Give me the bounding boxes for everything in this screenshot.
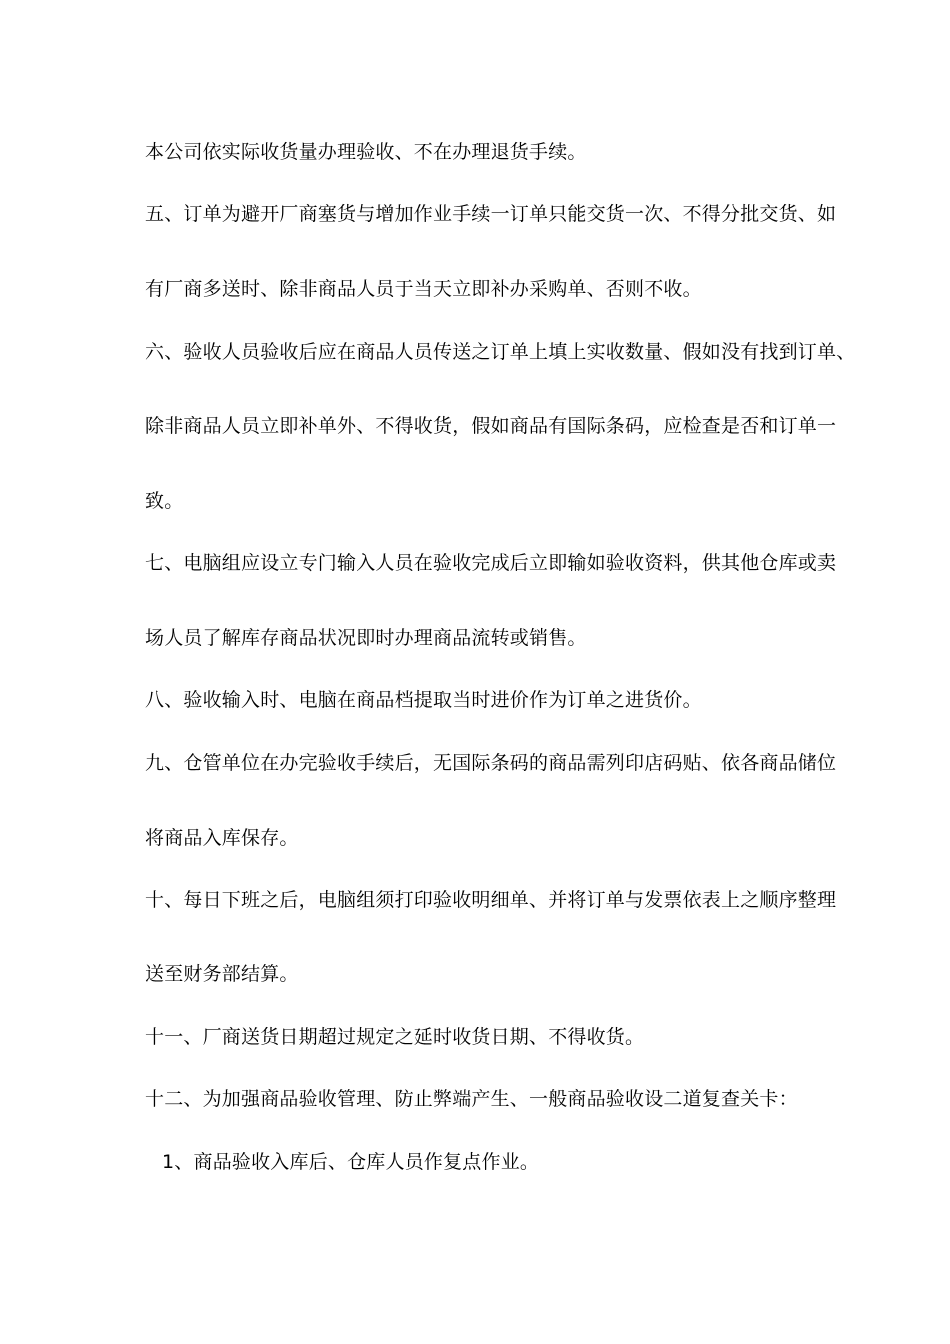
paragraph-line: 十、每日下班之后，电脑组须打印验收明细单、并将订单与发票依表上之顺序整理 <box>145 889 837 911</box>
paragraph-line: 八、验收输入时、电脑在商品档提取当时进价作为订单之进货价。 <box>145 689 702 711</box>
paragraph-line: 十一、厂商送货日期超过规定之延时收货日期、不得收货。 <box>145 1026 645 1048</box>
paragraph-line: 六、验收人员验收后应在商品人员传送之订单上填上实收数量、假如没有找到订单、 <box>145 341 856 363</box>
paragraph-line: 五、订单为避开厂商塞货与增加作业手续一订单只能交货一次、不得分批交货、如 <box>145 203 837 225</box>
paragraph-line: 九、仓管单位在办完验收手续后，无国际条码的商品需列印店码贴、依各商品储位 <box>145 752 837 774</box>
paragraph-line: 十二、为加强商品验收管理、防止弊端产生、一般商品验收设二道复查关卡： <box>145 1088 798 1110</box>
paragraph-line: 致。 <box>145 490 184 512</box>
paragraph-line: 除非商品人员立即补单外、不得收货，假如商品有国际条码，应检查是否和订单一 <box>145 415 837 437</box>
paragraph-line: 七、电脑组应设立专门输入人员在验收完成后立即输如验收资料，供其他仓库或卖 <box>145 552 837 574</box>
paragraph-line: 场人员了解库存商品状况即时办理商品流转或销售。 <box>145 627 587 649</box>
paragraph-line: 将商品入库保存。 <box>145 827 299 849</box>
paragraph-line: 有厂商多送时、除非商品人员于当天立即补办采购单、否则不收。 <box>145 278 702 300</box>
paragraph-line: 本公司依实际收货量办理验收、不在办理退货手续。 <box>145 141 587 163</box>
paragraph-line: 送至财务部结算。 <box>145 963 299 985</box>
list-item: 1、商品验收入库后、仓库人员作复点作业。 <box>162 1151 540 1173</box>
